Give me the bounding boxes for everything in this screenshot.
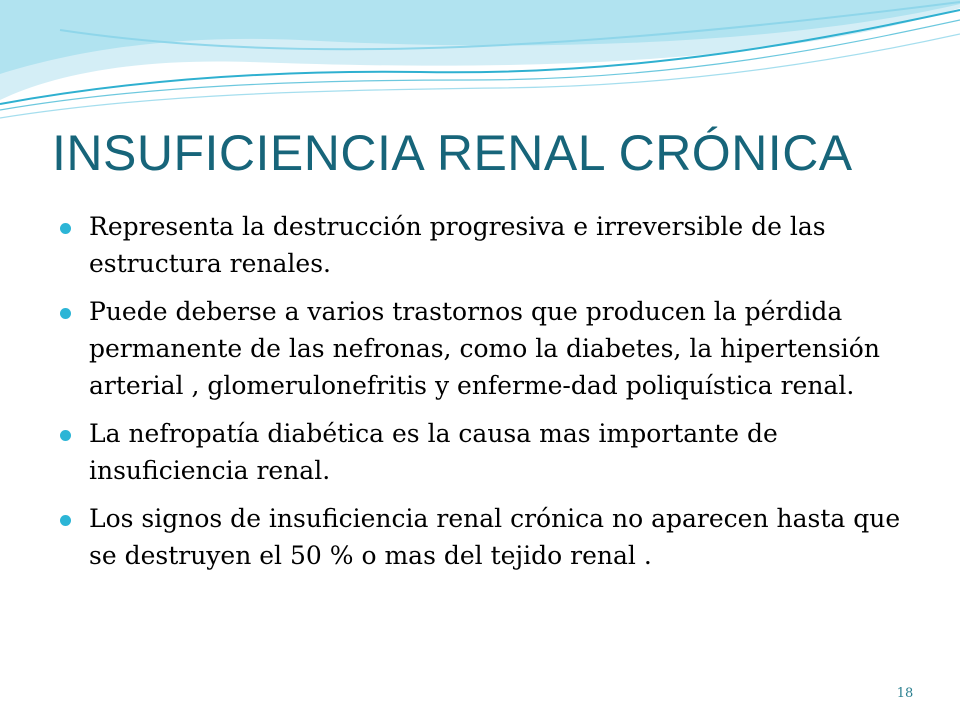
bullet-text: Los signos de insuficiencia renal crónica no aparecen hasta que se destruyen el 50 % o mas del tejido renal . <box>89 504 901 570</box>
bullet-dot-icon <box>60 515 71 526</box>
bullet-item <box>60 415 910 489</box>
bullet-item <box>60 208 910 282</box>
bullet-text: Puede deberse a varios trastornos que producen la pérdida permanente de las nefronas, como la diabetes, la hipertensión arterial , glomerulonefritis y enferme-dad poliquística renal. <box>89 297 880 400</box>
slide-title: INSUFICIENCIA RENAL CRÓNICA <box>52 125 853 181</box>
bullet-item <box>60 500 910 574</box>
header-wave-decoration <box>0 0 960 130</box>
page-number: 18 <box>896 686 914 701</box>
bullet-dot-icon <box>60 223 71 234</box>
bullet-item <box>60 293 910 404</box>
bullet-text: Representa la destrucción progresiva e irreversible de las estructura renales. <box>89 212 826 278</box>
bullet-text: La nefropatía diabética es la causa mas importante de insuficiencia renal. <box>89 419 778 485</box>
bullet-dot-icon <box>60 430 71 441</box>
bullet-list <box>60 208 910 585</box>
bullet-dot-icon <box>60 308 71 319</box>
